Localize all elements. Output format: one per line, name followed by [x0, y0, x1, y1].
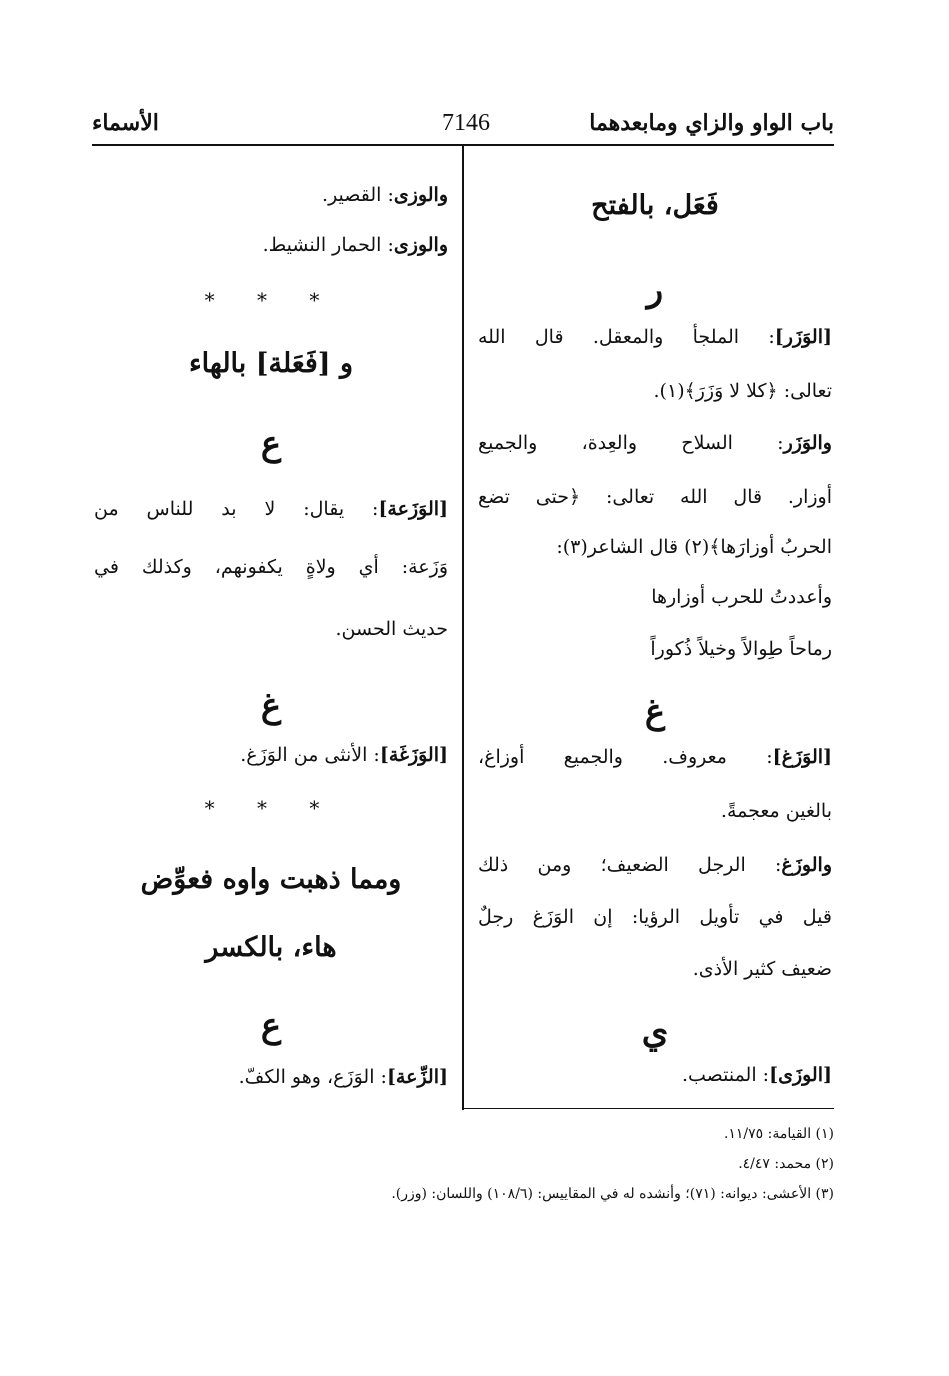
definition-text: : الأنثى من الوَزَغ. — [240, 744, 380, 766]
definition-text: : المنتصب. — [681, 1064, 770, 1086]
entry-line — [478, 1064, 832, 1087]
entry-line — [94, 1066, 448, 1089]
headword: والوزى — [393, 234, 448, 256]
letter-heading: ر — [646, 270, 664, 310]
entry-line — [94, 184, 448, 207]
separator-stars: * * * — [204, 288, 338, 312]
definition-text: : الملجأ والمعقل. قال الله — [478, 326, 775, 348]
footnotes — [114, 1126, 834, 1216]
letter-heading: ع — [260, 1006, 282, 1046]
headword: [الوزَى] — [769, 1064, 832, 1086]
section-heading: هاء، بالكسر — [205, 932, 337, 963]
right-column — [478, 164, 832, 1104]
column-bottom-rule — [462, 1108, 834, 1109]
headword: [الوَزَعة] — [378, 498, 448, 520]
section-heading: ومما ذهبت واوه فعوِّض — [140, 864, 402, 895]
letter-heading: ي — [641, 1012, 669, 1052]
text-line: رماحاً طِوالاً وخيلاً ذُكوراً — [650, 638, 832, 660]
letter-heading: ع — [260, 424, 282, 464]
entry-line — [478, 854, 832, 877]
text-line: حديث الحسن. — [335, 618, 448, 640]
text-line: بالغين معجمةً. — [720, 800, 832, 822]
headword: والوَزَر — [783, 432, 832, 454]
definition-text: : الحمار النشيط. — [262, 234, 394, 256]
entry-line — [94, 498, 448, 521]
entry-line — [478, 326, 832, 349]
headword: [الوَزَغَة] — [379, 744, 448, 766]
entry-line — [94, 744, 448, 767]
section-heading: فَعَل، بالفتح — [591, 190, 719, 221]
footnote: (٢) محمد: ٤/٤٧. — [738, 1156, 834, 1172]
section-heading: و [فَعَلة] بالهاء — [188, 348, 354, 379]
text-line: تعالى: ﴿كلا لا وَزَرَ﴾(١). — [653, 380, 832, 402]
definition-text: : معروف. والجميع أوزاغ، — [478, 746, 773, 768]
entry-line — [478, 432, 832, 455]
section-title: الأسماء — [92, 110, 159, 136]
page-number: 7146 — [442, 110, 490, 136]
left-column — [94, 164, 448, 1104]
footnote: (١) القيامة: ١١/٧٥. — [723, 1126, 834, 1142]
definition-text: : يقال: لا بد للناس من — [94, 498, 379, 520]
text-line: أوزار. قال الله تعالى: ﴿حتى تضع — [478, 486, 832, 508]
text-line: وَزَعة: أي ولاةٍ يكفونهم، وكذلك في — [94, 556, 448, 578]
text-line: قيل في تأويل الرؤيا: إن الوَزَغ رجلٌ — [478, 906, 832, 928]
headword: [الوَزَر] — [774, 326, 832, 348]
chapter-title: باب الواو والزاي ومابعدهما — [589, 110, 834, 136]
separator-stars: * * * — [204, 796, 338, 820]
headword: والوزَغ — [781, 854, 832, 876]
footnote: (٣) الأعشى: ديوانه: (٧١)؛ وأنشده له في المقاييس: (١٠٨/٦) واللسان: (وزر). — [391, 1186, 834, 1202]
definition-text: : القصير. — [322, 184, 394, 206]
definition-text: : الرجل الضعيف؛ ومن ذلك — [478, 854, 782, 876]
entry-line — [478, 746, 832, 769]
letter-heading: غ — [644, 692, 666, 732]
column-divider — [462, 146, 464, 1110]
text-line: ضعيف كثير الأذى. — [692, 958, 832, 980]
headword: [الزِّعة] — [386, 1066, 448, 1088]
letter-heading: غ — [260, 686, 282, 726]
headword: والوزى — [393, 184, 448, 206]
text-line: الحربُ أوزارَها﴾(٢) قال الشاعر(٣): — [556, 536, 832, 558]
page-header — [92, 98, 834, 142]
definition-text: : الوَزَع، وهو الكفّ. — [238, 1066, 387, 1088]
headword: [الوَزَغ] — [772, 746, 832, 768]
definition-text: : السلاح والعِدة، والجميع — [478, 432, 784, 454]
entry-line — [94, 234, 448, 257]
text-line: وأعددتُ للحرب أوزارها — [651, 586, 832, 608]
